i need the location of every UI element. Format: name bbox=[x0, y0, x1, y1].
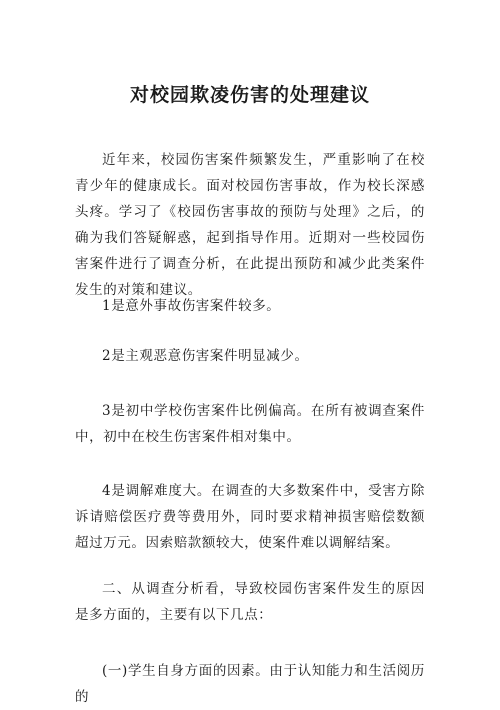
paragraph-point-2: 2是主观恶意伤害案件明显减少。 bbox=[102, 348, 309, 364]
paragraph-point-1: 1是意外事故伤害案件较多。 bbox=[102, 298, 281, 314]
document-title: 对校园欺凌伤害的处理建议 bbox=[129, 84, 370, 106]
paragraph-subsection-1: (一)学生自身方面的因素。由于认知能力和生活阅历的 bbox=[75, 663, 425, 705]
paragraph-point-4: 4是调解难度大。在调查的大多数案件中，受害方除诉请赔偿医疗费等费用外，同时要求精神损害赔偿数额超过万元。因索赔款额较大，使案件难以调解结案。 bbox=[75, 483, 425, 551]
paragraph-section-2: 二、从调查分析看，导致校园伤害案件发生的原因是多方面的，主要有以下几点： bbox=[75, 581, 425, 623]
paragraph-intro: 近年来，校园伤害案件频繁发生，严重影响了在校青少年的健康成长。面对校园伤害事故，作为校长深感头疼。学习了《校园伤害事故的预防与处理》之后，的确为我们答疑解惑，起到指导作用。近期对一些校园伤害案件进行了调查分析，在此提出预防和减少此类案件发生的对策和建议。 bbox=[75, 152, 425, 298]
paragraph-point-3: 3是初中学校伤害案件比例偏高。在所有被调查案件中，初中在校生伤害案件相对集中。 bbox=[75, 403, 425, 445]
